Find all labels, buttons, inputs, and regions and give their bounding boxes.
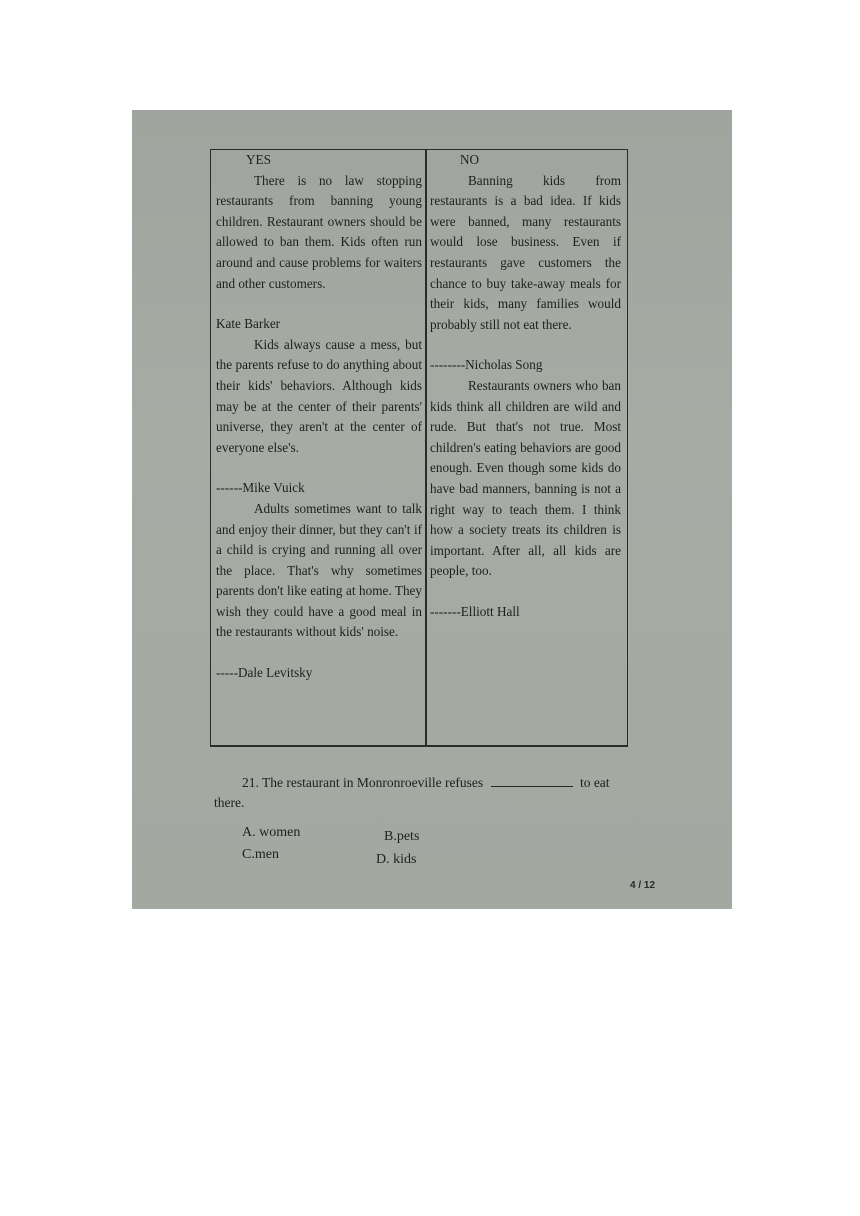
no-column [430,150,621,622]
option-d: D. kids [376,852,417,867]
yes-paragraph-1: There is no law stopping restaurants from banning young children. Restaurant owners should be allowed to ban them. Kids often run around and cause problems for waiters and other customers. [216,172,422,291]
option-b: B.pets [384,829,420,844]
page-number: 4 / 12 [630,880,656,891]
no-signature-2: -------Elliott Hall [430,603,520,619]
document-photo [132,110,732,909]
yes-signature-3: -----Dale Levitsky [216,665,313,681]
answer-options [214,823,654,867]
no-header: NO [460,152,480,167]
option-a: A. women [242,825,301,840]
question-21 [214,772,654,867]
yes-paragraph-2: Kids always cause a mess, but the parents refuse to do anything about their kids' behaviors. Although kids may be at the center of their parents' universe, they aren't at the center of everyone else's. [216,336,422,455]
answer-blank [491,772,573,787]
column-divider [425,150,427,745]
option-c: C.men [242,847,279,862]
no-paragraph-2: Restaurants owners who ban kids think all children are wild and rude. But that's not true. Most children's eating behaviors are good enough. Even though some kids do have bad manners, banning is not a right way to teach them. I think how a society treats its children is important. After all, all kids are people, too. [430,377,621,579]
question-stem [214,772,654,793]
yes-header: YES [246,152,271,167]
question-stem-continued: there. [214,795,245,810]
question-stem-start: 21. The restaurant in Monronroeville refuses [242,775,484,790]
no-paragraph-1: Banning kids from restaurants is a bad idea. If kids were banned, many restaurants would lose business. Even if restaurants gave customers the chance to buy take-away meals for their kids, many families would probably still not eat there. [430,172,621,332]
opinion-table [210,149,628,747]
yes-column [216,150,422,684]
no-signature-1: --------Nicholas Song [430,357,543,373]
yes-signature-1: Kate Barker [216,316,281,332]
yes-signature-2: ------Mike Vuick [216,480,305,496]
question-stem-end: to eat [579,775,610,790]
yes-paragraph-3: Adults sometimes want to talk and enjoy their dinner, but they can't if a child is crying and running all over the place. That's why sometimes parents don't like eating at home. They wish they could have a good meal in the restaurants without kids' noise. [216,500,422,640]
